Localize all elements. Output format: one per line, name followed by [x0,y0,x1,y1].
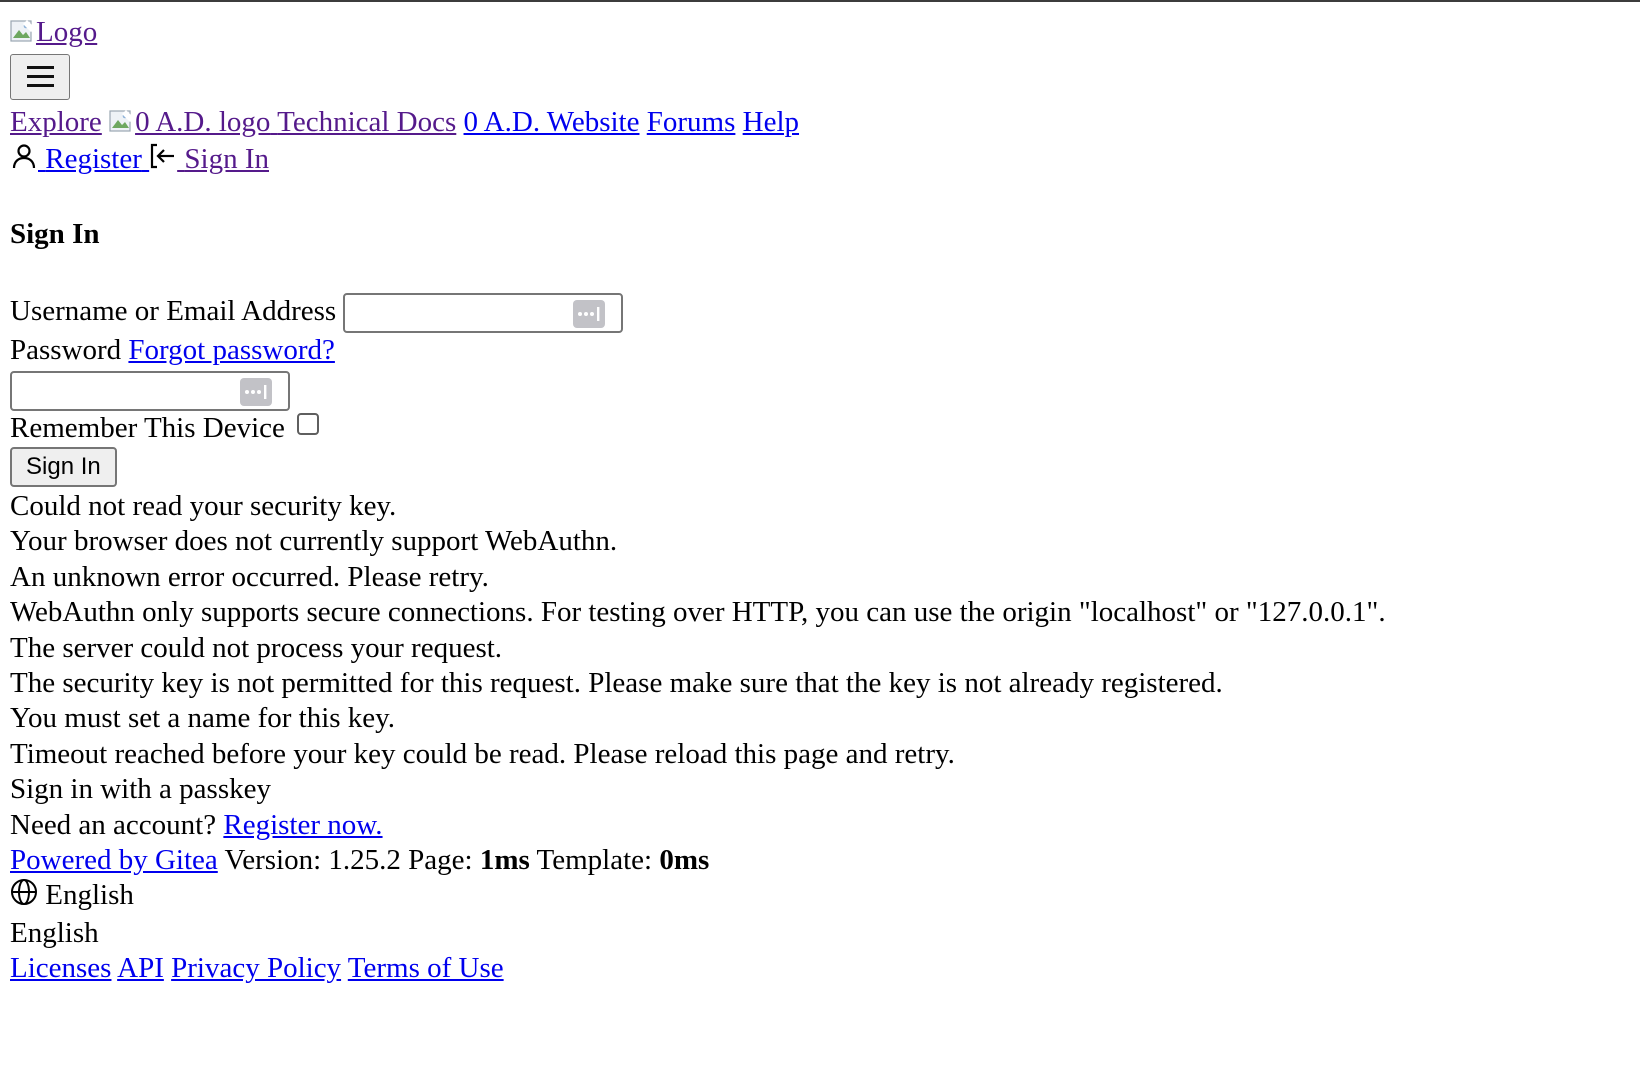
submit-row [10,447,1630,489]
language-option[interactable]: English [10,916,99,949]
message-line: An unknown error occurred. Please retry. [10,560,489,593]
username-label: Username or Email Address [10,295,337,327]
message-line: You must set a name for this key. [10,702,396,735]
page-time: 1ms [479,844,530,877]
footer-info [10,843,1630,878]
logo-row [10,14,1630,51]
logo-link[interactable] [10,16,97,48]
message-line: WebAuthn only supports secure connections. For testing over HTTP, you can use the origin "localhost" or "127.0.0.1". [10,596,1386,629]
message-line: Your browser does not currently support WebAuthn. [10,525,618,558]
language-current: English [45,879,134,912]
sign-in-button[interactable]: Sign In [10,447,117,487]
menu-toggle-button[interactable] [10,54,70,100]
message-line: The server could not process your request. [10,631,503,664]
globe-icon [10,878,38,915]
footer-links [10,951,1630,986]
broken-image-icon [109,108,135,134]
hamburger-icon-bar [27,84,54,87]
nav-sign-in[interactable] [149,143,269,175]
password-key-icon[interactable] [240,378,272,406]
message-line: Could not read your security key. [10,490,397,522]
remember-label: Remember This Device [10,412,285,444]
broken-image-icon [10,18,36,44]
nav-help[interactable]: Help [742,106,800,138]
nav-register[interactable] [10,143,149,175]
sign-in-label: Sign In [184,143,269,175]
webauthn-messages [10,489,1630,808]
template-time: 0ms [659,844,710,877]
password-label-row [10,332,1630,369]
register-label: Register [45,143,142,175]
nav-explore[interactable]: Explore [10,106,102,138]
passkey-sign-in[interactable]: Sign in with a passkey [10,773,271,806]
main-nav [10,104,1630,141]
password-label: Password [10,334,122,366]
nav-website[interactable]: 0 A.D. Website [463,106,640,138]
licenses-link[interactable]: Licenses [10,952,112,985]
version-text: Version: 1.25.2 Page: [224,844,473,877]
page-title: Sign In [10,218,100,250]
api-link[interactable]: API [117,952,164,985]
template-label: Template: [536,844,653,877]
password-key-icon[interactable] [573,300,605,328]
hamburger-icon-bar [27,75,54,78]
technical-docs-label: Technical Docs [277,106,457,138]
register-now-link[interactable]: Register now. [223,808,383,841]
language-selector[interactable] [10,878,1630,915]
message-line: Timeout reached before your key could be read. Please reload this page and retry. [10,737,955,770]
top-border [0,0,1640,2]
spacer [10,253,1630,291]
password-input[interactable] [10,371,290,411]
forgot-password-link[interactable]: Forgot password? [128,334,335,366]
logo-alt-text: Logo [36,16,98,48]
sign-in-icon [149,142,177,180]
terms-of-use-link[interactable]: Terms of Use [347,952,504,985]
page [10,14,1630,987]
message-line: The security key is not permitted for this request. Please make sure that the key is not already registered. [10,667,1223,700]
powered-by-link[interactable]: Powered by Gitea [10,844,218,877]
nav-forums[interactable]: Forums [646,106,736,138]
nav-technical-docs[interactable] [109,106,456,138]
password-input-row [10,369,1630,410]
person-icon [10,142,38,180]
remember-row [10,410,1630,447]
register-prompt [10,808,1630,843]
register-prompt-text: Need an account? [10,808,217,841]
spacer [10,180,1630,216]
username-row [10,291,1630,332]
technical-docs-logo-alt: 0 A.D. logo [135,106,271,138]
auth-nav [10,141,1630,180]
hamburger-icon [27,66,54,69]
username-input[interactable] [343,293,623,333]
remember-checkbox[interactable] [297,413,319,435]
privacy-policy-link[interactable]: Privacy Policy [171,952,342,985]
